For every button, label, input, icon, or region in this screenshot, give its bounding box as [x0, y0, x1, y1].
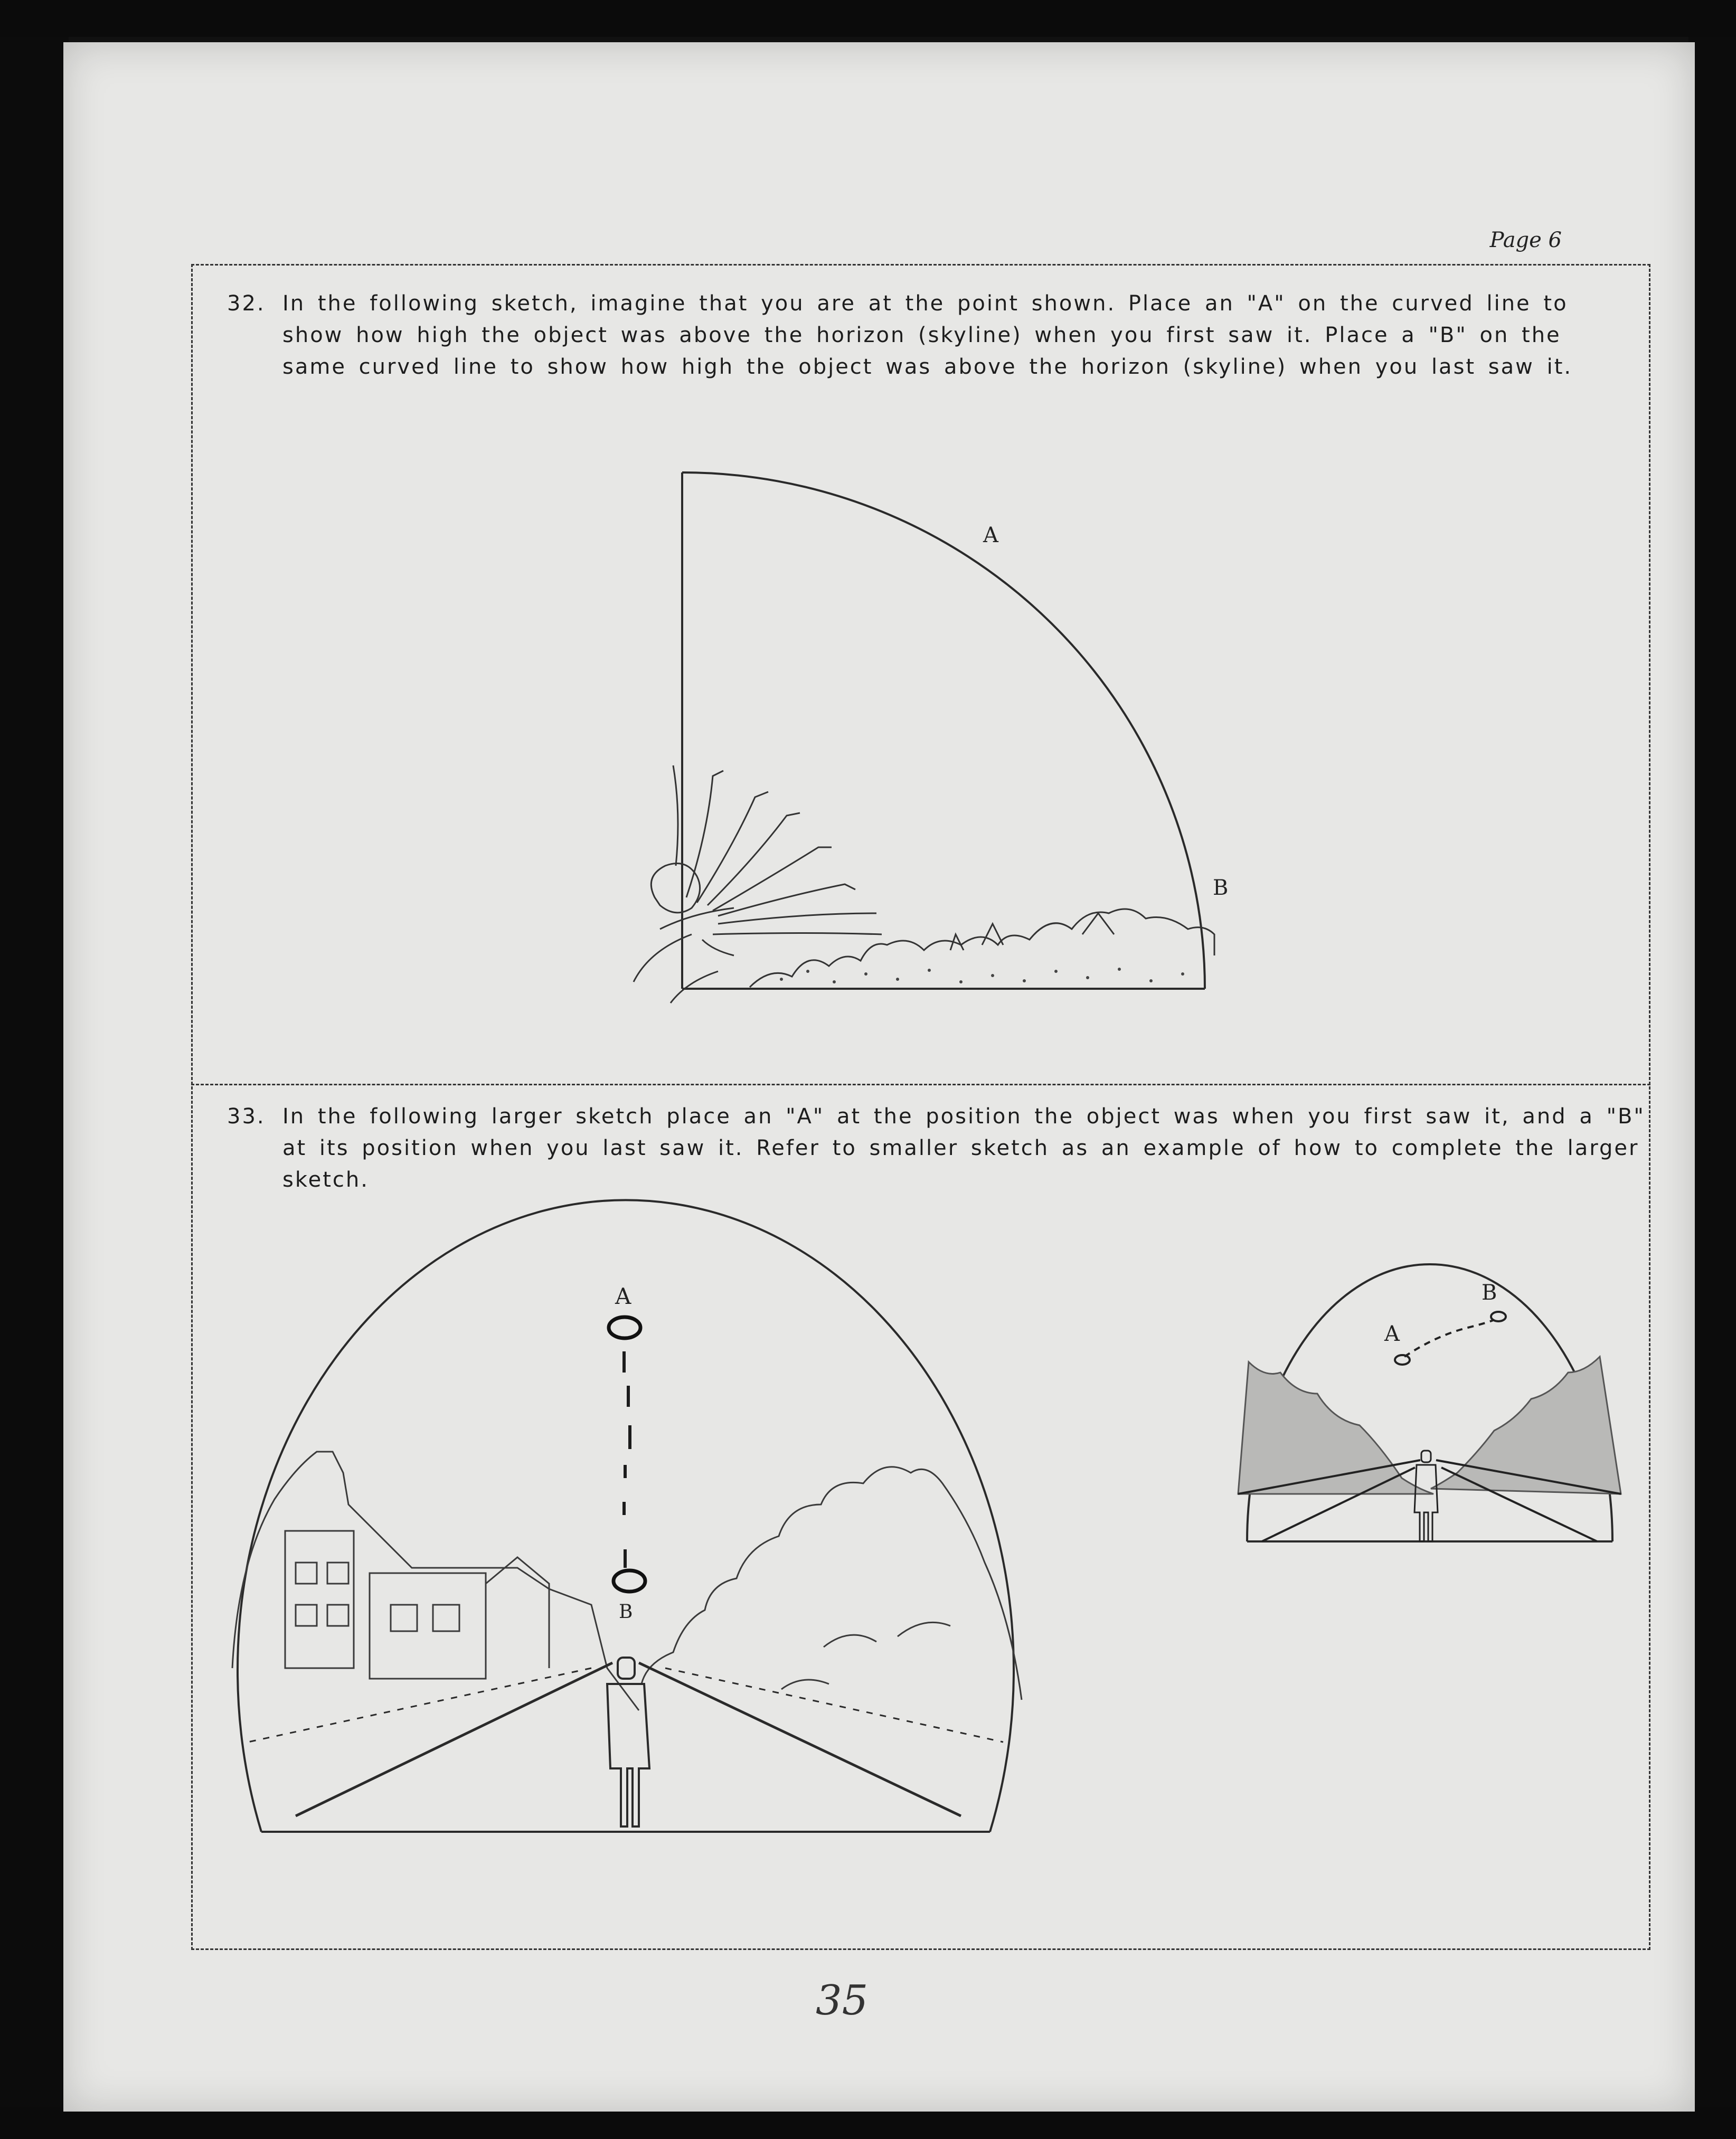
- large-sketch-label-a: A: [615, 1283, 631, 1309]
- large-sketch-label-b: B: [619, 1601, 633, 1623]
- example-position-a-marker: [1395, 1355, 1410, 1365]
- example-observer-silhouette: [1414, 1451, 1438, 1541]
- example-position-b-marker: [1491, 1312, 1506, 1321]
- question-32-number: 32.: [227, 291, 266, 316]
- quarter-label-a: A: [983, 523, 998, 547]
- example-label-b: B: [1482, 1281, 1497, 1305]
- example-object-path: [1404, 1320, 1494, 1357]
- example-tree-shading: [1238, 1357, 1621, 1494]
- question-33-text: In the following larger sketch place an "A" at the position the object was when you first saw it, and a "B" at its position when you last saw it. Refer to smaller sketch as an example of how to complete the larger sketch.: [282, 1104, 1645, 1192]
- question-32-text: In the following sketch, imagine that you are at the point shown. Place an "A" on the curved line to show how high the object was above the horizon (skyline) when you first saw it. Place a "B" on the same curved line to show how high the object was above the horizon (skyline) when you last saw it.: [282, 291, 1573, 379]
- question-33-number: 33.: [227, 1104, 266, 1129]
- page-label: Page 6: [1489, 228, 1562, 252]
- handwritten-page-number: 35: [816, 1977, 869, 2024]
- example-label-a: A: [1384, 1322, 1400, 1346]
- quarter-label-b: B: [1213, 876, 1229, 900]
